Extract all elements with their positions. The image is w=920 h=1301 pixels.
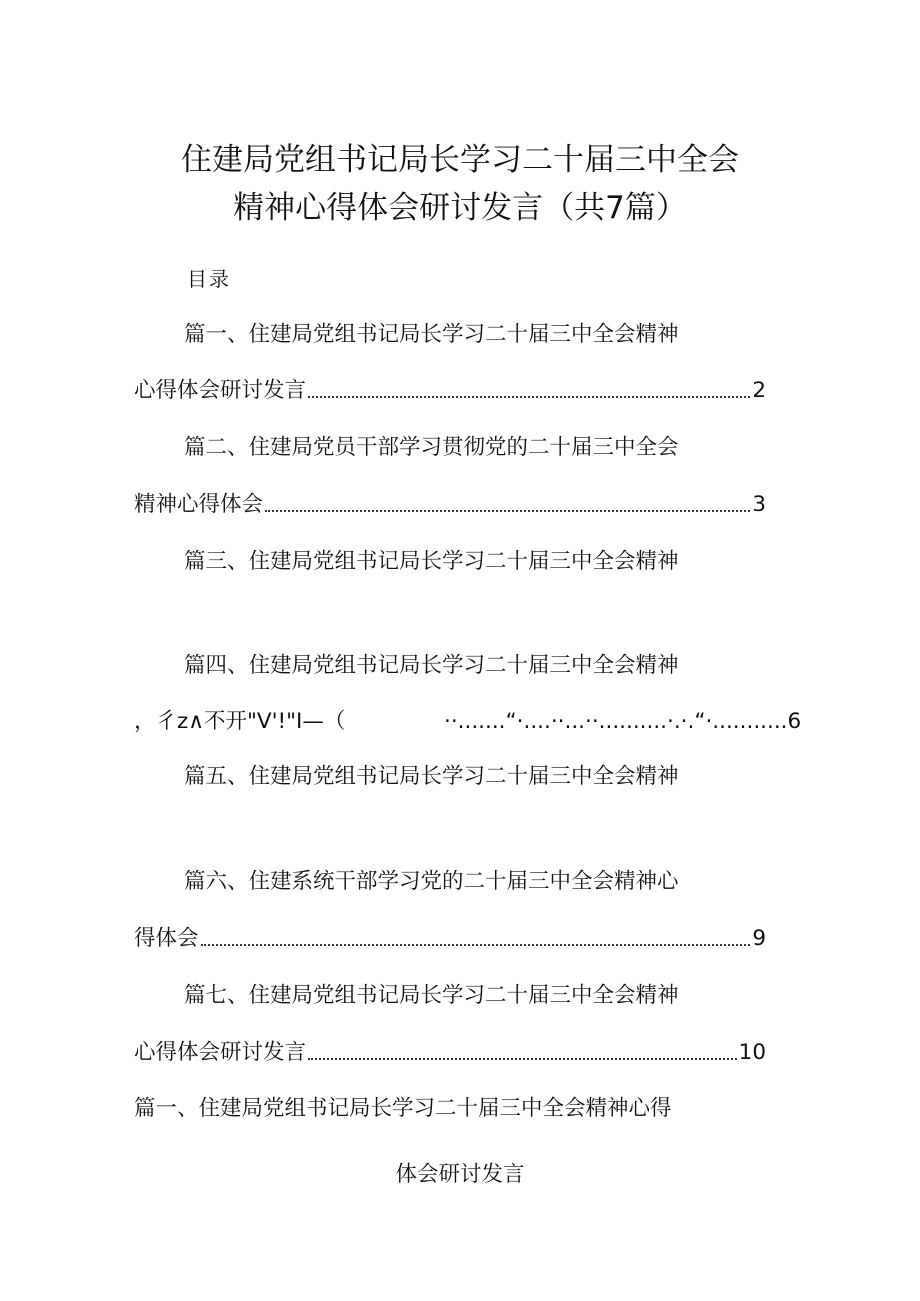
toc-entry-1-title[interactable]: 篇一、住建局党组书记局长学习二十届三中全会精神	[184, 322, 679, 347]
toc-entry-7-subtitle: 心得体会研讨发言	[134, 1040, 307, 1065]
toc-entry-4-garbled-text: ，彳z∧不开"V'!"I—（	[134, 709, 346, 734]
toc-entry-6-page: 9	[752, 926, 766, 951]
toc-leader-dots	[265, 510, 750, 512]
toc-entry-2-subtitle: 精神心得体会	[134, 492, 264, 517]
toc-entry-2-line[interactable]	[134, 490, 766, 520]
toc-leader-dots	[308, 396, 750, 398]
toc-leader-dots	[201, 944, 751, 946]
section-heading-line-2: 体会研讨发言	[395, 1162, 525, 1187]
toc-entry-3-title[interactable]: 篇三、住建局党组书记局长学习二十届三中全会精神	[184, 549, 679, 574]
section-heading-line-1: 篇一、住建局党组书记局长学习二十届三中全会精神心得	[134, 1096, 672, 1121]
toc-leader-dots	[308, 1058, 737, 1060]
toc-entry-4-garbled-dots: ··.......“·....··...··..........·.·.“·...........6	[444, 709, 802, 734]
toc-entry-4-line[interactable]	[134, 707, 802, 737]
toc-entry-7-line[interactable]	[134, 1038, 766, 1068]
toc-entry-1-line[interactable]	[134, 376, 766, 406]
toc-entry-4-title[interactable]: 篇四、住建局党组书记局长学习二十届三中全会精神	[184, 653, 679, 678]
title-line-2: 精神心得体会研讨发言（共7篇）	[233, 190, 687, 226]
toc-entry-1-page: 2	[752, 378, 766, 403]
toc-heading: 目录	[187, 267, 231, 291]
toc-entry-7-page: 10	[738, 1040, 766, 1065]
toc-entry-2-page: 3	[752, 492, 766, 517]
title-line-1: 住建局党组书记局长学习二十届三中全会	[181, 142, 739, 178]
toc-entry-6-subtitle: 得体会	[134, 926, 199, 951]
toc-entry-6-title[interactable]: 篇六、住建系统干部学习党的二十届三中全会精神心	[184, 869, 679, 894]
toc-entry-6-line[interactable]	[134, 924, 766, 954]
toc-entry-5-title[interactable]: 篇五、住建局党组书记局长学习二十届三中全会精神	[184, 764, 679, 789]
toc-entry-1-subtitle: 心得体会研讨发言	[134, 378, 307, 403]
toc-entry-2-title[interactable]: 篇二、住建局党员干部学习贯彻党的二十届三中全会	[184, 435, 679, 460]
toc-entry-7-title[interactable]: 篇七、住建局党组书记局长学习二十届三中全会精神	[184, 983, 679, 1008]
